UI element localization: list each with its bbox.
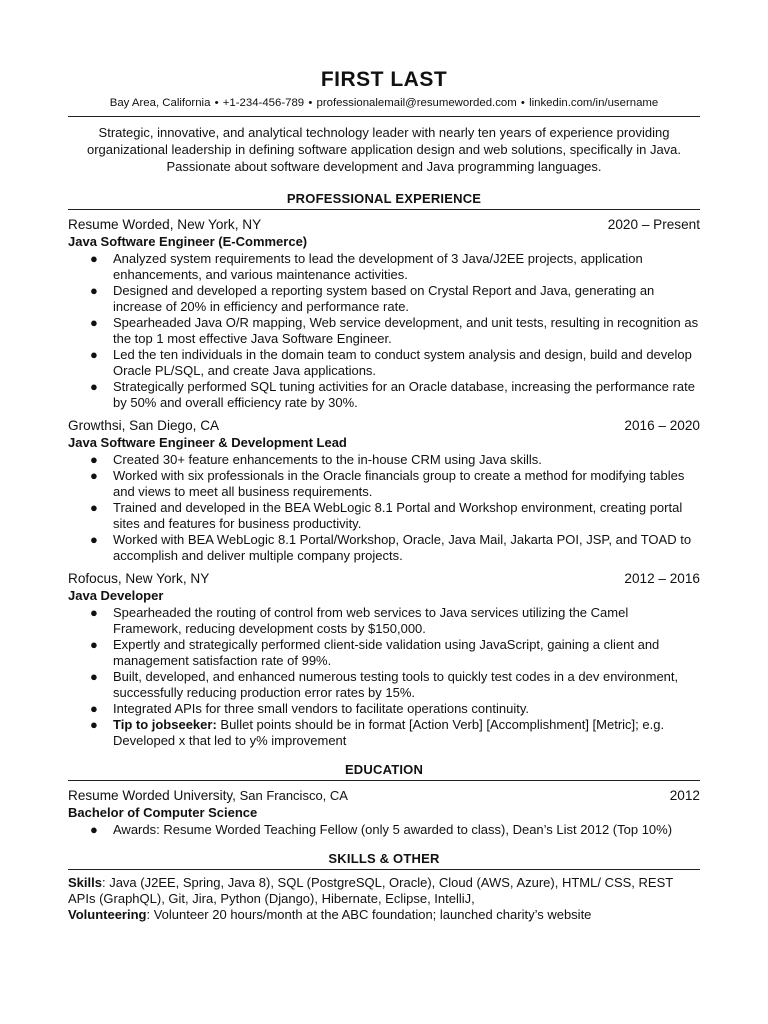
job-company: Resume Worded, New York, NY (68, 216, 262, 232)
section-divider (68, 780, 700, 781)
bullet-icon: ● (90, 700, 98, 716)
skills-text: : Java (J2EE, Spring, Java 8), SQL (PostgreSQL, Oracle), Cloud (AWS, Azure), HTML/ CSS, REST APIs (GraphQL), Git, Jira, Python (Django), Hibernate, Eclipse, IntelliJ, (68, 874, 673, 906)
job-role: Java Developer (68, 587, 164, 603)
bullet-text: Analyzed system requirements to lead the development of 3 Java/J2EE projects, application enhancements, and various maintenance activities. (113, 250, 643, 282)
bullet-item (68, 532, 700, 564)
header-divider (68, 116, 700, 117)
separator-dot: • (308, 97, 313, 109)
separator-dot: • (214, 97, 219, 109)
section-divider (68, 869, 700, 870)
bullet-text: Worked with BEA WebLogic 8.1 Portal/Workshop, Oracle, Java Mail, Jakarta POI, JSP, and TOAD to accomplish and deliver multiple company projects. (113, 531, 692, 563)
bullet-text: Designed and developed a reporting system based on Crystal Report and Java, generating an increase of 20% in efficiency and performance rate. (113, 282, 655, 314)
bullet-icon: ● (90, 499, 98, 515)
summary: Strategic, innovative, and analytical technology leader with nearly ten years of experience providing organizational leadership in defining software application design and web solutions, specifically in Java. Passionate about software development and Java programming languages. (86, 125, 682, 175)
skills-line (68, 875, 700, 907)
section-title-experience: PROFESSIONAL EXPERIENCE (286, 190, 482, 206)
bullet-icon: ● (90, 467, 98, 483)
skills-block (68, 875, 700, 923)
education-school-line (68, 787, 348, 805)
bullet-icon: ● (90, 314, 98, 330)
bullet-item (68, 701, 700, 717)
job-dates: 2016 – 2020 (624, 417, 700, 433)
job-header (68, 570, 700, 588)
education-header (68, 787, 700, 805)
bullet-icon: ● (90, 451, 98, 467)
bullet-icon: ● (90, 282, 98, 298)
bullet-item (68, 315, 700, 347)
bullet-item (68, 669, 700, 701)
bullet-icon: ● (90, 378, 98, 394)
job-bullets (68, 605, 700, 749)
job-role: Java Software Engineer & Development Lead (68, 434, 347, 450)
bullet-item (68, 500, 700, 532)
tip-label: Tip to jobseeker: (113, 716, 217, 732)
section-divider (68, 209, 700, 210)
bullet-icon: ● (90, 604, 98, 620)
bullet-item (68, 347, 700, 379)
bullet-item (68, 283, 700, 315)
bullet-icon: ● (90, 668, 98, 684)
education-school: Resume Worded University, (68, 787, 236, 803)
bullet-icon: ● (90, 716, 98, 732)
bullet-text: Strategically performed SQL tuning activities for an Oracle database, increasing the performance rate by 50% and overall efficiency rate by 30%. (113, 378, 695, 410)
bullet-text: Spearheaded the routing of control from web services to Java services utilizing the Camel Framework, reducing development costs by $150,000. (113, 604, 629, 636)
bullet-icon: ● (90, 250, 98, 266)
job-dates: 2020 – Present (607, 216, 700, 232)
job-role: Java Software Engineer (E-Commerce) (68, 233, 308, 249)
bullet-text: Awards: Resume Worded Teaching Fellow (only 5 awarded to class), Dean’s List 2012 (Top 10%) (113, 821, 673, 837)
job-company: Growthsi, San Diego, CA (68, 417, 220, 433)
bullet-text: Integrated APIs for three small vendors to facilitate operations continuity. (113, 700, 529, 716)
section-title-education: EDUCATION (344, 761, 424, 777)
job-entry (68, 417, 700, 564)
education-entry (68, 787, 700, 838)
phone: +1-234-456-789 (222, 97, 305, 109)
job-header (68, 216, 700, 234)
bullet-icon: ● (90, 531, 98, 547)
bullet-text: Trained and developed in the BEA WebLogic 8.1 Portal and Workshop environment, creating portal sites and features for business productivity. (113, 499, 683, 531)
bullet-icon: ● (90, 346, 98, 362)
bullet-item (68, 822, 700, 838)
job-entry (68, 216, 700, 411)
education-location: San Francisco, CA (235, 787, 348, 803)
bullet-item (68, 251, 700, 283)
bullet-item-tip (68, 717, 700, 749)
education-bullets (68, 822, 700, 838)
bullet-item (68, 452, 700, 468)
bullet-item (68, 605, 700, 637)
volunteering-line (68, 907, 700, 923)
bullet-text: Worked with six professionals in the Oracle financials group to create a method for modifying tables and views to meet all business requirements. (113, 467, 685, 499)
education-year: 2012 (669, 787, 700, 803)
bullet-item (68, 468, 700, 500)
job-entry (68, 570, 700, 749)
separator-dot: • (520, 97, 525, 109)
job-dates: 2012 – 2016 (624, 570, 700, 586)
bullet-text: Created 30+ feature enhancements to the in-house CRM using Java skills. (113, 451, 542, 467)
candidate-name: FIRST LAST (320, 68, 448, 91)
bullet-item (68, 637, 700, 669)
job-bullets (68, 251, 700, 411)
volunteering-text: : Volunteer 20 hours/month at the ABC foundation; launched charity’s website (146, 906, 592, 922)
education-degree: Bachelor of Computer Science (68, 804, 258, 820)
contact-line (68, 95, 700, 111)
bullet-text: Led the ten individuals in the domain team to conduct system analysis and design, build and develop Oracle PL/SQL, and create Java applications. (113, 346, 692, 378)
location: Bay Area, California (109, 97, 211, 109)
linkedin: linkedin.com/in/username (529, 97, 659, 109)
bullet-item (68, 379, 700, 411)
bullet-icon: ● (90, 821, 98, 837)
bullet-text: Spearheaded Java O/R mapping, Web service development, and unit tests, resulting in recognition as the top 1 most effective Java Software Engineer. (113, 314, 699, 346)
job-bullets (68, 452, 700, 564)
bullet-icon: ● (90, 636, 98, 652)
tip-text: Bullet points should be in format [Action Verb] [Accomplishment] [Metric]; e.g. Developed x that led to y% improvement (113, 716, 665, 748)
job-header (68, 417, 700, 435)
bullet-text: Built, developed, and enhanced numerous testing tools to quickly test codes in a dev environment, successfully reducing production error rates by 15%. (113, 668, 679, 700)
volunteering-label: Volunteering (68, 906, 147, 922)
bullet-text: Expertly and strategically performed client-side validation using JavaScript, gaining a client and management satisfaction rate of 99%. (113, 636, 660, 668)
job-company: Rofocus, New York, NY (68, 570, 210, 586)
skills-label: Skills (68, 874, 102, 890)
email: professionalemail@resumeworded.com (316, 97, 517, 109)
section-title-skills: SKILLS & OTHER (328, 850, 440, 866)
